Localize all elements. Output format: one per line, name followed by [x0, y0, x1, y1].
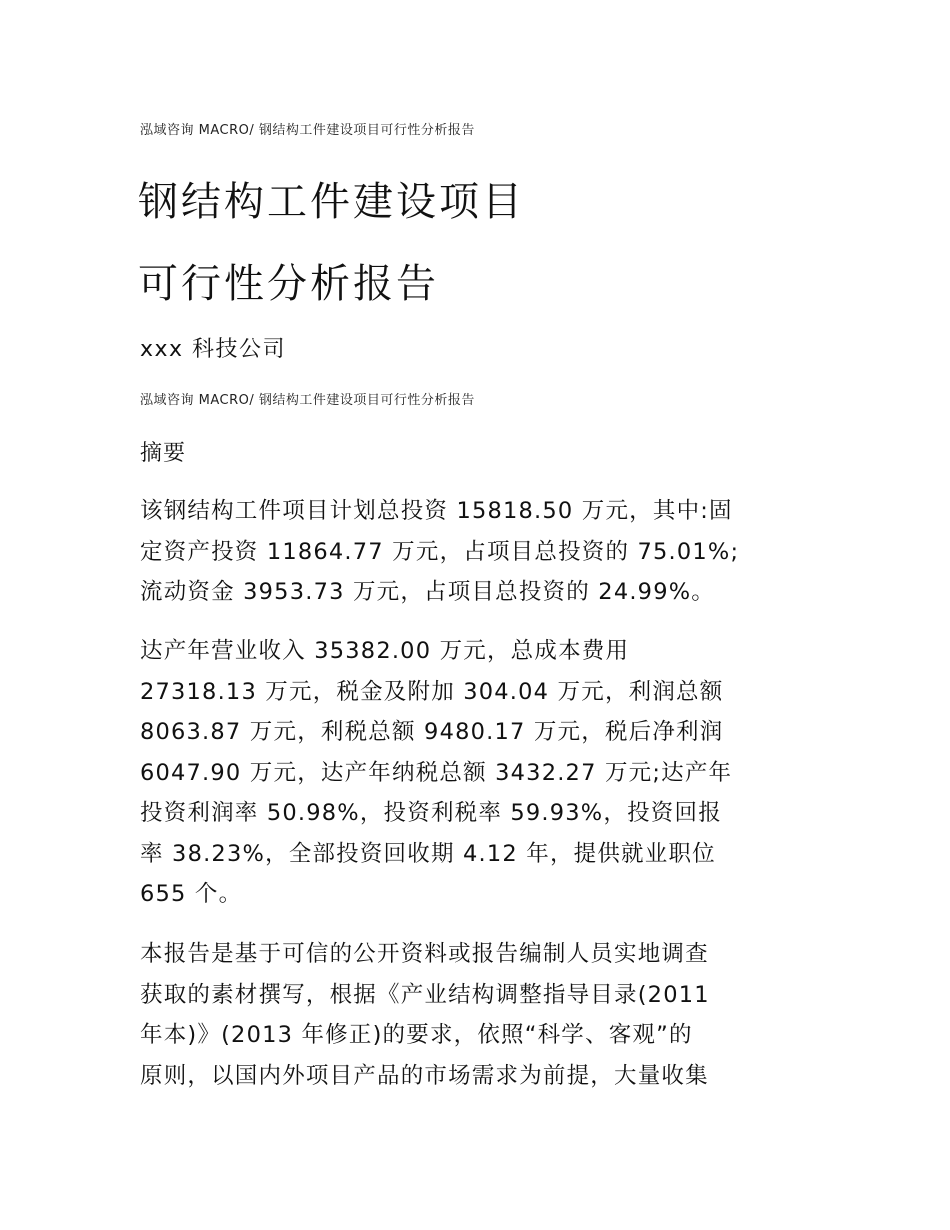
summary-paragraph-financials — [140, 631, 810, 915]
running-head: 泓域咨询 MACRO/ 钢结构工件建设项目可行性分析报告 — [140, 123, 475, 138]
company-name: xxx 科技公司 — [140, 337, 287, 362]
paragraph-line: 流动资金 3953.73 万元，占项目总投资的 24.99%。 — [140, 579, 715, 605]
report-title-line-1: 钢结构工件建设项目 — [138, 179, 525, 225]
paragraph-line: 年本)》(2013 年修正)的要求，依照“科学、客观”的 — [140, 1022, 693, 1048]
report-title-line-2: 可行性分析报告 — [138, 261, 439, 307]
paragraph-line: 率 38.23%，全部投资回收期 4.12 年，提供就业职位 — [140, 840, 716, 867]
running-head-secondary: 泓域咨询 MACRO/ 钢结构工件建设项目可行性分析报告 — [140, 393, 475, 408]
paragraph-line: 27318.13 万元，税金及附加 304.04 万元，利润总额 — [140, 678, 724, 705]
paragraph-line: 655 个。 — [140, 881, 243, 907]
summary-paragraph-basis — [140, 934, 810, 1096]
paragraph-line: 本报告是基于可信的公开资料或报告编制人员实地调查 — [140, 941, 709, 967]
paragraph-line: 该钢结构工件项目计划总投资 15818.50 万元，其中:固 — [140, 498, 733, 524]
paragraph-line: 获取的素材撰写，根据《产业结构调整指导目录(2011 — [140, 981, 710, 1008]
paragraph-line: 定资产投资 11864.77 万元，占项目总投资的 75.01%; — [140, 538, 740, 565]
paragraph-line: 原则，以国内外项目产品的市场需求为前提，大量收集 — [140, 1062, 709, 1089]
paragraph-line: 8063.87 万元，利税总额 9480.17 万元，税后净利润 — [140, 719, 724, 745]
paragraph-line: 投资利润率 50.98%，投资利税率 59.93%，投资回报 — [140, 800, 722, 826]
section-heading-summary: 摘要 — [140, 441, 187, 466]
paragraph-line: 达产年营业收入 35382.00 万元，总成本费用 — [140, 638, 630, 664]
paragraph-line: 6047.90 万元，达产年纳税总额 3432.27 万元;达产年 — [140, 759, 733, 786]
summary-paragraph-investment — [140, 491, 810, 613]
